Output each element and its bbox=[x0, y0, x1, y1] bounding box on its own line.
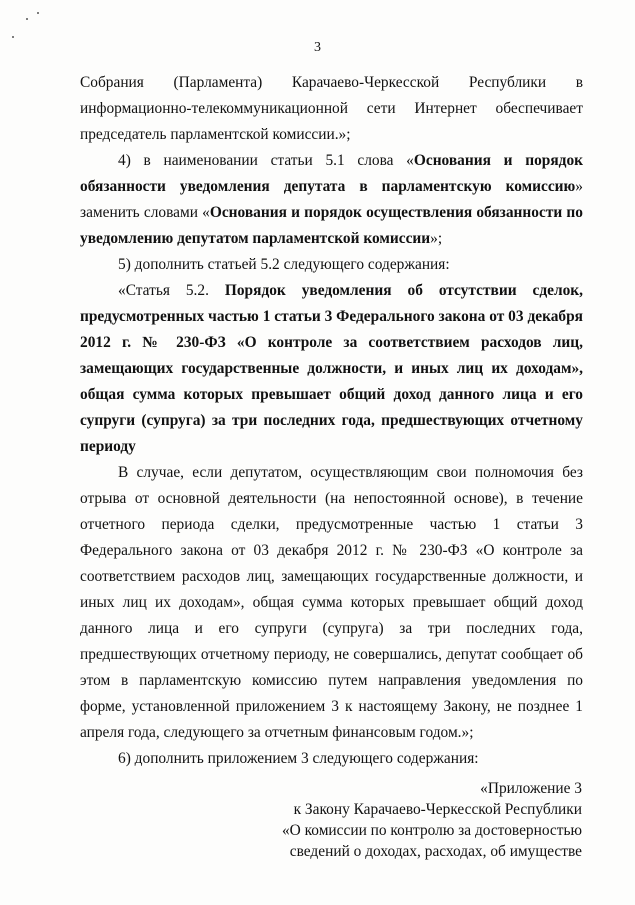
scan-speck bbox=[37, 12, 39, 14]
paragraph-continuation: Собрания (Парламента) Карачаево-Черкесской Республики в информационно-телекоммуникационной сети Интернет обеспечивает председатель парламентской комиссии.»; bbox=[80, 74, 583, 143]
annex-line: к Закону Карачаево-Черкесской Республики bbox=[293, 801, 582, 818]
article-number: «Статья 5.2. bbox=[118, 282, 225, 299]
annex-line: сведений о доходах, расходах, об имуществе bbox=[289, 843, 582, 860]
page-number: 3 bbox=[314, 40, 321, 55]
item-4-text-end: »; bbox=[430, 230, 443, 247]
article-5-2-body: В случае, если депутатом, осуществляющим свои полномочия без отрыва от основной деятельности (на непостоянной основе), в течение отчетного периода сделки, предусмотренные частью 1 статьи 3 Федерального закона от 03 декабря 2012 г. № 230-ФЗ «О контроле за соответствием расходов лиц, замещающих государственные должности, и иных лиц их доходам», общая сумма которых превышает общий доход данного лица и его супруги (супруга) за три последних года, предшествующих отчетному периоду, не совершались, депутат сообщает об этом в парламентскую комиссию путем направления уведомления по форме, установленной приложением 3 к настоящему Закону, не позднее 1 апреля года, следующего за отчетным финансовым годом.»; bbox=[80, 464, 583, 741]
document-body bbox=[80, 70, 583, 772]
scan-speck bbox=[26, 18, 28, 20]
paragraph-item-4 bbox=[80, 148, 583, 252]
paragraph-item-5: 5) дополнить статьей 5.2 следующего содержания: bbox=[118, 256, 450, 273]
item-4-text-start: 4) в наименовании статьи 5.1 слова « bbox=[118, 152, 414, 169]
item-4-text-middle: » заменить словами « bbox=[80, 178, 583, 221]
annex-line: «Приложение 3 bbox=[480, 780, 582, 797]
annex-line: «О комиссии по контролю за достоверностью bbox=[281, 822, 582, 839]
paragraph-item-6: 6) дополнить приложением 3 следующего содержания: bbox=[118, 750, 479, 767]
old-article-title: Основания и порядок обязанности уведомления депутата в парламентскую комиссию bbox=[80, 152, 584, 195]
scan-speck bbox=[12, 36, 14, 38]
new-article-title: Основания и порядок осуществления обязанности по уведомлению депутатом парламентской комиссии bbox=[80, 204, 583, 247]
annex-heading bbox=[282, 778, 582, 862]
article-title: Порядок уведомления об отсутствии сделок, предусмотренных частью 1 статьи 3 Федерального закона от 03 декабря 2012 г. № 230-ФЗ «О контроле за соответствием расходов лиц, замещающих государственные должности, и иных лиц их доходам», общая сумма которых превышает общий доход данного лица и его супруги (супруга) за три последних года, предшествующих отчетному периоду bbox=[80, 282, 583, 455]
article-5-2-heading bbox=[80, 278, 583, 460]
